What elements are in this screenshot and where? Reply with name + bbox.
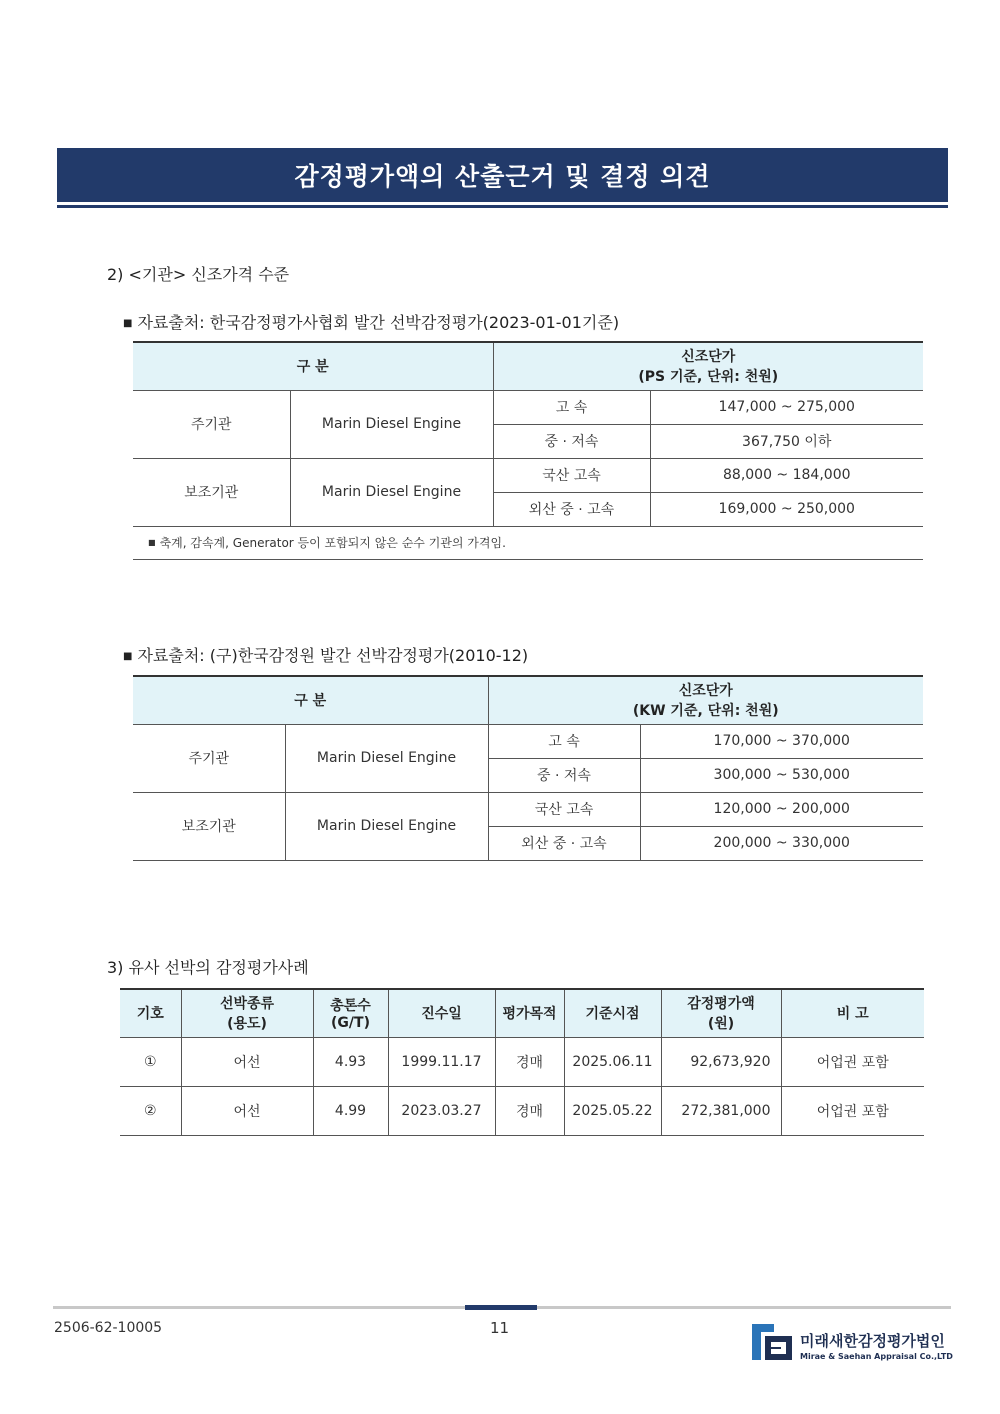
company-name-english: Mirae & Saehan Appraisal Co.,LTD [800,1352,953,1361]
header-vessel-type [181,989,313,1037]
header-appraised-value [661,989,781,1037]
engine-price-table-2 [133,675,923,861]
row-price: 300,000 ~ 530,000 [640,758,923,792]
row-speed: 중 · 저속 [493,424,650,458]
cell-launch-date: 1999.11.17 [388,1037,495,1086]
header-unit-price-basis: (KW 기준, 단위: 천원) [632,703,779,720]
cell-tonnage: 4.93 [313,1037,388,1086]
row-engine-label: Marin Diesel Engine [290,390,493,458]
header-tonnage-line2: (G/T) [331,1015,370,1032]
header-no: 기호 [120,989,181,1037]
cell-tonnage: 4.99 [313,1086,388,1135]
row-price: 169,000 ~ 250,000 [650,492,923,526]
row-speed: 외산 중 · 고속 [488,826,640,860]
cell-appraised-value: 92,673,920 [661,1037,781,1086]
square-bullet-icon: ■ [148,538,156,547]
row-engine-label: Marin Diesel Engine [285,792,488,860]
header-category: 구 분 [133,342,493,390]
row-price: 170,000 ~ 370,000 [640,724,923,758]
document-code: 2506-62-10005 [54,1320,163,1336]
cell-remark: 어업권 포함 [781,1086,924,1135]
footer-divider-accent [465,1305,537,1310]
footnote-underline [133,559,923,560]
header-category: 구 분 [133,676,488,724]
header-base-date: 기준시점 [564,989,661,1037]
row-speed: 고 속 [493,390,650,424]
square-bullet-icon: ■ [123,651,133,662]
cell-no: ① [120,1037,181,1086]
header-appraised-value-line2: (원) [707,1016,735,1033]
header-appraised-value-line1: 감정평가액 [687,996,755,1013]
section-2-heading: 2) <기관> 신조가격 수준 [107,265,290,284]
table-row [120,1037,924,1086]
row-price: 88,000 ~ 184,000 [650,458,923,492]
header-unit-price [493,342,923,390]
appraisal-cases-table [120,988,924,1136]
header-vessel-type-line1: 선박종류 [219,996,275,1013]
cell-purpose: 경매 [495,1086,564,1135]
header-tonnage-line1: 총톤수 [330,998,371,1015]
header-unit-price-title: 신조단가 [678,683,733,700]
table-1-footnote [148,534,506,551]
header-tonnage [313,989,388,1037]
cell-no: ② [120,1086,181,1135]
row-price: 120,000 ~ 200,000 [640,792,923,826]
cell-launch-date: 2023.03.27 [388,1086,495,1135]
footnote-text: 축계, 감속계, Generator 등이 포함되지 않은 순수 기관의 가격임. [159,536,506,550]
row-group-label: 보조기관 [133,458,290,526]
cell-remark: 어업권 포함 [781,1037,924,1086]
square-bullet-icon: ■ [123,318,133,329]
row-engine-label: Marin Diesel Engine [285,724,488,792]
cell-vessel-type: 어선 [181,1037,313,1086]
cell-appraised-value: 272,381,000 [661,1086,781,1135]
header-vessel-type-line2: (용도) [227,1016,267,1033]
row-price: 367,750 이하 [650,424,923,458]
table-row [120,1086,924,1135]
row-speed: 국산 고속 [488,792,640,826]
header-unit-price-basis: (PS 기준, 단위: 천원) [638,369,779,386]
row-price: 200,000 ~ 330,000 [640,826,923,860]
cell-base-date: 2025.05.22 [564,1086,661,1135]
page-title: 감정평가액의 산출근거 및 결정 의견 [294,162,711,191]
cell-vessel-type: 어선 [181,1086,313,1135]
row-speed: 외산 중 · 고속 [493,492,650,526]
header-launch-date: 진수일 [388,989,495,1037]
source-1-text: 자료출처: 한국감정평가사협회 발간 선박감정평가(2023-01-01기준) [137,313,620,332]
page-title-banner [57,148,948,202]
row-price: 147,000 ~ 275,000 [650,390,923,424]
header-remark: 비 고 [781,989,924,1037]
source-2-label [123,643,528,666]
source-2-text: 자료출처: (구)한국감정원 발간 선박감정평가(2010-12) [137,646,529,665]
row-speed: 중 · 저속 [488,758,640,792]
row-group-label: 주기관 [133,724,285,792]
row-speed: 고 속 [488,724,640,758]
row-speed: 국산 고속 [493,458,650,492]
header-unit-price-title: 신조단가 [681,349,736,366]
header-unit-price [488,676,923,724]
source-1-label [123,310,619,333]
company-logo-icon [752,1322,794,1362]
banner-underline [57,205,948,208]
row-group-label: 주기관 [133,390,290,458]
row-group-label: 보조기관 [133,792,285,860]
cell-purpose: 경매 [495,1037,564,1086]
section-3-heading: 3) 유사 선박의 감정평가사례 [107,958,309,977]
engine-price-table-1 [133,341,923,527]
company-name-korean: 미래새한감정평가법인 [800,1332,945,1350]
cell-base-date: 2025.06.11 [564,1037,661,1086]
row-engine-label: Marin Diesel Engine [290,458,493,526]
header-purpose: 평가목적 [495,989,564,1037]
page-number: 11 [490,1319,510,1337]
